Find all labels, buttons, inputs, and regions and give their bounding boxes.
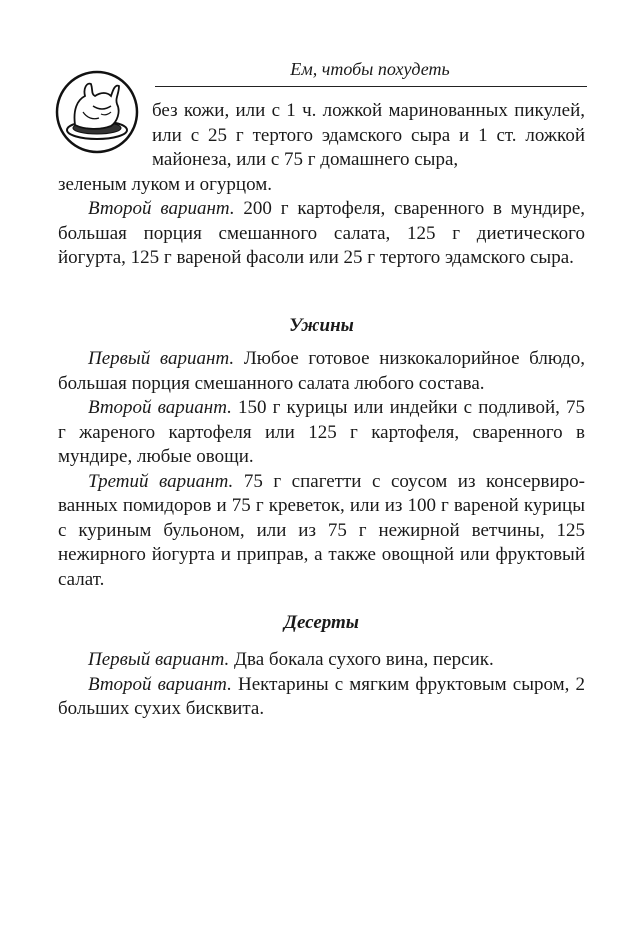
variant-text: 150 г курицы или индейки с подливой, 75 г жареного картофеля или 125 г картофеля, сваренного в мундире, любые овощи.: [58, 397, 585, 467]
section-title-dinners: Ужины: [289, 315, 354, 336]
header-rule: [155, 86, 587, 87]
continuation-last-line: зеленым луком и огурцом.: [58, 174, 273, 195]
variant-text: Нектарины с мягким фруктовым сыром, 2 больших сухих бисквита.: [58, 673, 585, 719]
variant-text: Два бокала сухого вина, персик.: [229, 649, 494, 670]
dessert-variant-2: [58, 673, 585, 722]
variant-label: Первый вариант.: [88, 649, 230, 670]
variant-label: Второй вариант.: [88, 673, 232, 695]
dinner-variant-3: [58, 470, 585, 593]
dinner-variant-1: [58, 347, 585, 396]
variant-text: Любое готовое низкокалорийное блюдо, большая порция смешанного салата любого состава.: [58, 348, 585, 394]
running-head-title: Ем, чтобы похудеть: [290, 59, 450, 79]
roast-chicken-on-plate-icon: [55, 70, 139, 154]
dessert-variant-1: [58, 648, 585, 673]
variant-label: Третий вариант.: [88, 470, 234, 492]
variant-label: Второй вариант.: [88, 198, 235, 219]
variant-text: 75 г спагетти с соусом из консервированных помидоров и 75 г креветок, или из 100 г вареной курицы с куриным бульоном, или из 75 г нежирной ветчины, 125 нежирного йогурта и приправ, а также овощной или фруктовый салат.: [58, 470, 585, 590]
continuation-text: [152, 99, 585, 173]
dinner-variant-2: [58, 396, 585, 470]
dinners-list: [58, 347, 585, 592]
variant-label: Второй вариант.: [88, 397, 232, 418]
desserts-list: [58, 648, 585, 722]
variant-text: 200 г картофеля, сваренного в мундире, большая порция смешанного салата, 125 г диетического йогурта, 125 г вареной фасоли или 25 г тертого эдамского сыра.: [58, 198, 586, 268]
variant-label: Первый вариант.: [88, 348, 235, 369]
lunch-variant-2: [58, 197, 585, 271]
continuation-lines: без кожи, или с 1 ч. ложкой маринованных пикулей, или с 25 г тертого эдамского сыра и 1 ст. ложкой майонеза, или с 75 г домашнего сыра,: [152, 100, 585, 170]
section-title-desserts: Десерты: [284, 612, 359, 633]
